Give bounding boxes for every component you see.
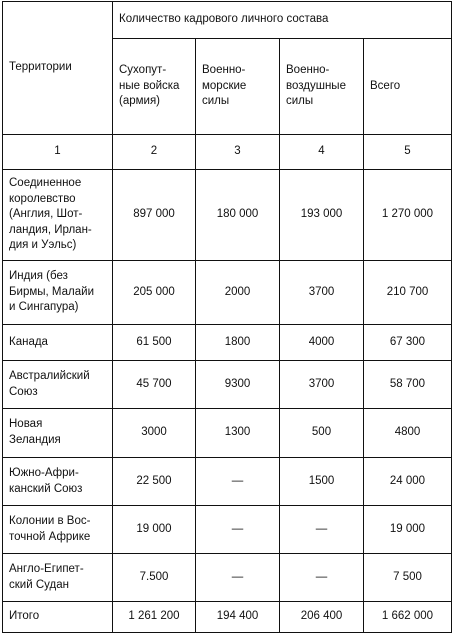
territory-name: Австралийский Союз xyxy=(3,361,113,409)
navy-value: 194 400 xyxy=(196,602,280,633)
territory-name: Соединенное королевство (Англия, Шот- ландия, Ирлан- дия и Уэльс) xyxy=(3,170,113,261)
territory-name: Итого xyxy=(3,602,113,633)
air-value: 206 400 xyxy=(280,602,364,633)
army-value: 3000 xyxy=(113,409,196,458)
navy-value: — xyxy=(196,458,280,506)
air-value: 193 000 xyxy=(280,170,364,261)
column-number: 4 xyxy=(280,135,364,170)
territory-name: Новая Зеландия xyxy=(3,409,113,458)
territory-name: Южно-Афри- канский Союз xyxy=(3,458,113,506)
header-personnel-group: Количество кадрового личного состава xyxy=(113,2,452,39)
air-value: 1500 xyxy=(280,458,364,506)
total-value: 24 000 xyxy=(364,458,452,506)
army-value: 7.500 xyxy=(113,554,196,602)
column-number: 1 xyxy=(3,135,113,170)
header-territory: Территории xyxy=(3,2,113,135)
army-value: 1 261 200 xyxy=(113,602,196,633)
total-value: 58 700 xyxy=(364,361,452,409)
table-row xyxy=(3,409,452,458)
navy-value: 1300 xyxy=(196,409,280,458)
territory-name: Колонии в Вос- точной Африке xyxy=(3,506,113,554)
column-number: 5 xyxy=(364,135,452,170)
header-army: Сухопут- ные войска (армия) xyxy=(113,39,196,135)
total-value: 19 000 xyxy=(364,506,452,554)
air-value: 500 xyxy=(280,409,364,458)
territory-name: Индия (без Бирмы, Малайи и Сингапура) xyxy=(3,261,113,325)
total-value: 210 700 xyxy=(364,261,452,325)
table-row xyxy=(3,325,452,361)
navy-value: 180 000 xyxy=(196,170,280,261)
total-value: 1 270 000 xyxy=(364,170,452,261)
air-value: 4000 xyxy=(280,325,364,361)
navy-value: 2000 xyxy=(196,261,280,325)
total-value: 67 300 xyxy=(364,325,452,361)
table-row-total xyxy=(3,602,452,633)
territory-name: Канада xyxy=(3,325,113,361)
column-numbers-row xyxy=(3,135,452,170)
total-value: 4800 xyxy=(364,409,452,458)
territory-name: Англо-Египет- ский Судан xyxy=(3,554,113,602)
header-air-force: Военно- воздушные силы xyxy=(280,39,364,135)
air-value: — xyxy=(280,506,364,554)
navy-value: — xyxy=(196,506,280,554)
header-total: Всего xyxy=(364,39,452,135)
army-value: 19 000 xyxy=(113,506,196,554)
table-row xyxy=(3,261,452,325)
navy-value: 9300 xyxy=(196,361,280,409)
army-value: 45 700 xyxy=(113,361,196,409)
air-value: — xyxy=(280,554,364,602)
column-number: 2 xyxy=(113,135,196,170)
army-value: 61 500 xyxy=(113,325,196,361)
header-navy: Военно- морские силы xyxy=(196,39,280,135)
table-row xyxy=(3,458,452,506)
army-value: 897 000 xyxy=(113,170,196,261)
table-row xyxy=(3,554,452,602)
column-number: 3 xyxy=(196,135,280,170)
total-value: 1 662 000 xyxy=(364,602,452,633)
table-row xyxy=(3,361,452,409)
army-value: 22 500 xyxy=(113,458,196,506)
navy-value: 1800 xyxy=(196,325,280,361)
air-value: 3700 xyxy=(280,361,364,409)
navy-value: — xyxy=(196,554,280,602)
personnel-table xyxy=(2,1,452,633)
table-row xyxy=(3,170,452,261)
army-value: 205 000 xyxy=(113,261,196,325)
total-value: 7 500 xyxy=(364,554,452,602)
table-row xyxy=(3,506,452,554)
air-value: 3700 xyxy=(280,261,364,325)
